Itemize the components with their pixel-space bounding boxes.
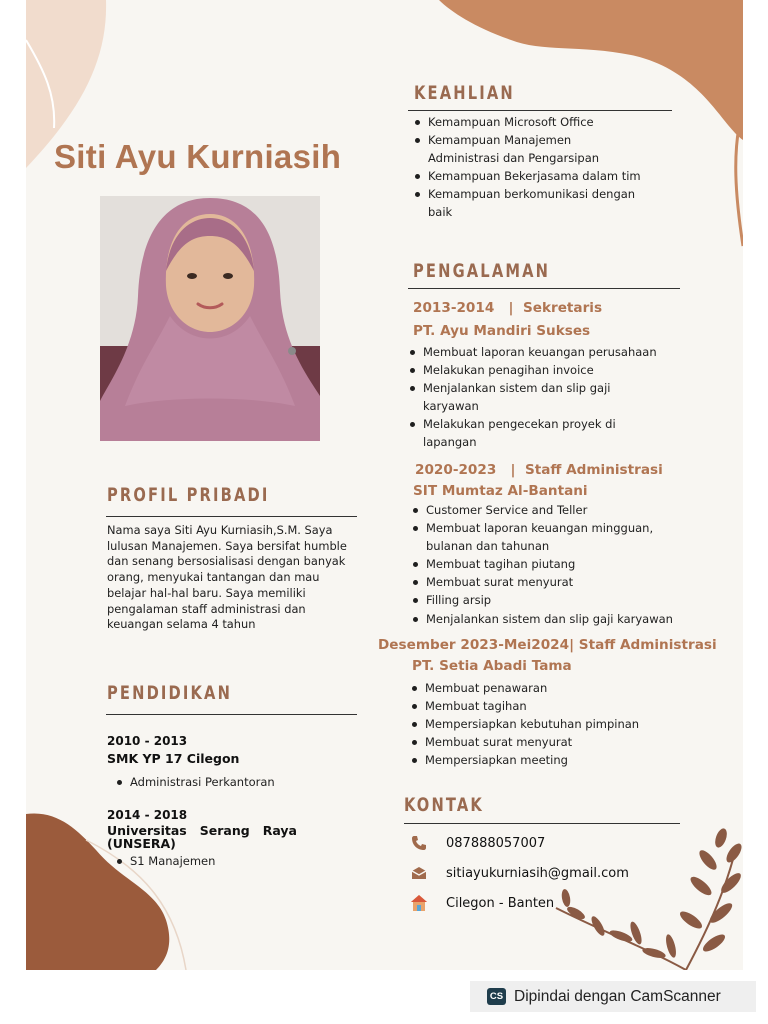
job-period-role: 2020-2023 | Staff Administrasi: [415, 462, 663, 478]
list-item: Customer Service and Teller: [410, 501, 700, 519]
camscanner-logo-icon: CS: [487, 988, 506, 1005]
list-item: Kemampuan Bekerjasama dalam tim: [412, 167, 642, 185]
job-company: PT. Setia Abadi Tama: [412, 658, 572, 674]
resume-page: [26, 0, 743, 970]
profile-heading: PROFIL PRIBADI: [107, 484, 270, 506]
list-item: S1 Manajemen: [114, 852, 215, 870]
list-item: Kemampuan Microsoft Office: [412, 113, 642, 131]
home-icon: [406, 894, 432, 912]
list-item: Membuat surat menyurat: [409, 733, 689, 751]
experience-divider: [408, 288, 680, 289]
list-item: Melakukan pengecekan proyek di lapangan: [407, 415, 633, 451]
list-item: Menjalankan sistem dan slip gaji karyawan: [407, 379, 633, 415]
list-item: Membuat laporan keuangan mingguan, bulanan dan tahunan: [410, 519, 676, 555]
phone-number: 087888057007: [446, 835, 546, 851]
experience-heading: PENGALAMAN: [413, 260, 551, 282]
list-item: Membuat laporan keuangan perusahaan: [407, 343, 687, 361]
contact-email: [406, 864, 629, 882]
email-address: sitiayukurniasih@gmail.com: [446, 865, 629, 881]
education-period: 2010 - 2013: [107, 734, 188, 748]
education-items: [114, 852, 215, 870]
location-text: Cilegon - Banten: [446, 895, 555, 911]
contact-heading: KONTAK: [404, 794, 484, 816]
education-items: [114, 773, 275, 791]
contact-phone: [406, 834, 545, 852]
list-item: Membuat penawaran: [409, 679, 689, 697]
education-school: Universitas Serang Raya (UNSERA): [107, 823, 302, 851]
mail-icon: [406, 864, 432, 882]
skills-divider: [408, 110, 672, 111]
camscanner-watermark: [470, 981, 756, 1012]
contact-divider: [404, 823, 680, 824]
list-item: Mempersiapkan meeting: [409, 751, 689, 769]
skills-list: [412, 113, 642, 222]
job-company: PT. Ayu Mandiri Sukses: [413, 323, 591, 339]
profile-photo: [100, 196, 320, 441]
job-duties: [407, 343, 687, 452]
job-duties: [410, 501, 700, 628]
profile-description: Nama saya Siti Ayu Kurniasih,S.M. Saya lulusan Manajemen. Saya bersifat humble dan senang bersosialisasi dengan banyak orang, menyukai tantangan dan mau belajar hal-hal baru. Saya memiliki pengalaman staff administrasi dan keuangan selama 4 tahun: [107, 523, 347, 632]
job-company: SIT Mumtaz Al-Bantani: [413, 483, 588, 499]
list-item: Mempersiapkan kebutuhan pimpinan: [409, 715, 689, 733]
profile-divider: [106, 516, 357, 517]
list-item: Kemampuan berkomunikasi dengan baik: [412, 185, 642, 221]
leaf-branch-decoration: [536, 828, 743, 970]
camscanner-text: Dipindai dengan CamScanner: [514, 987, 721, 1005]
phone-icon: [406, 834, 432, 852]
list-item: Filling arsip: [410, 591, 700, 609]
education-period: 2014 - 2018: [107, 808, 188, 822]
job-period-role: Desember 2023-Mei2024| Staff Administrasi: [378, 637, 717, 653]
education-school: SMK YP 17 Cilegon: [107, 751, 240, 766]
list-item: Membuat tagihan piutang: [410, 555, 700, 573]
list-item: Kemampuan Manajemen Administrasi dan Pengarsipan: [412, 131, 642, 167]
list-item: Membuat tagihan: [409, 697, 689, 715]
contact-location: [406, 894, 554, 912]
list-item: Melakukan penagihan invoice: [407, 361, 687, 379]
resume-name: Siti Ayu Kurniasih: [54, 138, 342, 175]
job-period-role: 2013-2014 | Sekretaris: [413, 300, 603, 316]
job-duties: [409, 679, 689, 769]
education-divider: [106, 714, 357, 715]
list-item: Membuat surat menyurat: [410, 573, 700, 591]
list-item: Administrasi Perkantoran: [114, 773, 275, 791]
skills-heading: KEAHLIAN: [414, 82, 515, 104]
education-heading: PENDIDIKAN: [107, 682, 233, 704]
list-item: Menjalankan sistem dan slip gaji karyawan: [410, 610, 700, 628]
